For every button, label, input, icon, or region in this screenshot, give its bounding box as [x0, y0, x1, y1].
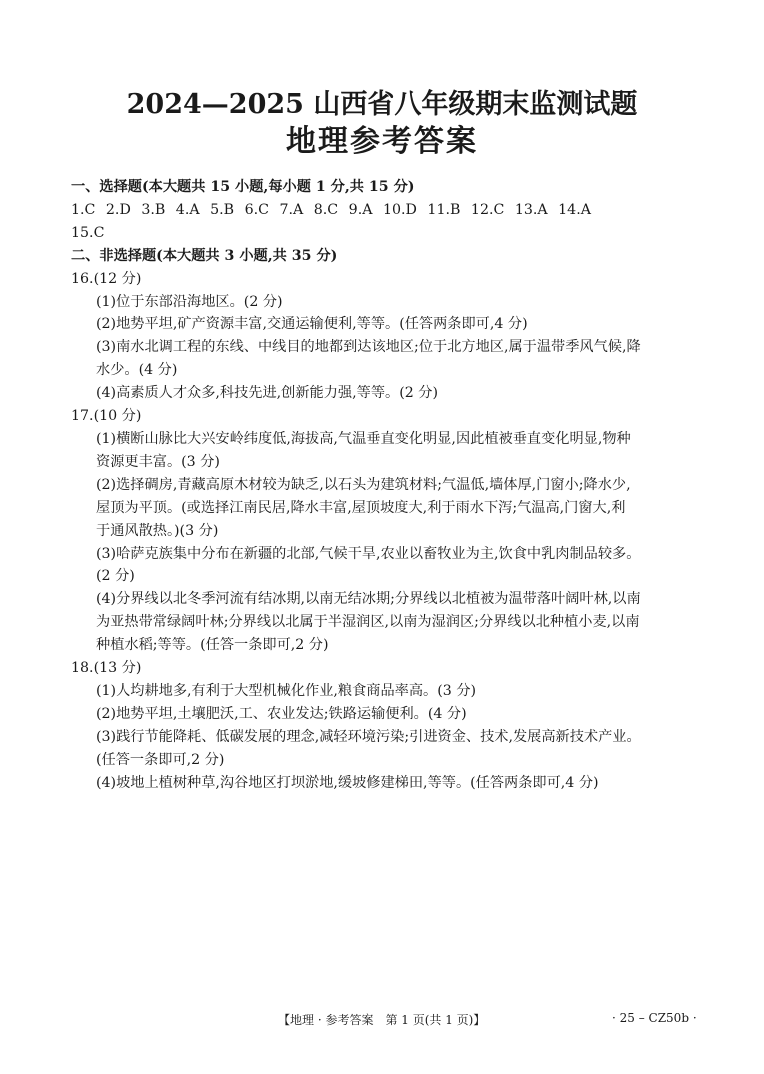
q16-answer-line: (4)高素质人才众多,科技先进,创新能力强,等等。(2 分) — [96, 385, 438, 402]
mcq-answers-row1 — [71, 199, 711, 222]
q18-answer-line: (2)地势平坦,土壤肥沃,工、农业发达;铁路运输便利。(4 分) — [96, 705, 467, 722]
mcq-answers-row2 — [71, 222, 711, 245]
q18-answer-line: (任答一条即可,2 分) — [96, 751, 225, 768]
section1-heading: 一、选择题(本大题共 15 小题,每小题 1 分,共 15 分) — [71, 179, 415, 195]
q17-answer-line: (2)选择碉房,青藏高原木材较为缺乏,以石头为建筑材料;气温低,墙体厚,门窗小;降水少, — [96, 476, 631, 493]
mcq-answer: 11.B — [427, 201, 461, 218]
answer-key-subtitle: 地理参考答案 — [286, 124, 478, 159]
q17-answer-line: 资源更丰富。(3 分) — [96, 453, 220, 470]
q17-title: 17.(10 分) — [71, 408, 142, 425]
q18-title: 18.(13 分) — [71, 660, 142, 677]
mcq-answer: 6.C — [244, 201, 269, 218]
q16-answer-line: (1)位于东部沿海地区。(2 分) — [96, 293, 283, 310]
mcq-answer: 1.C — [71, 201, 96, 218]
footer-code: · 25 – CZ50b · — [612, 1011, 697, 1025]
q18-answer-line: (4)坡地上植树种草,沟谷地区打坝淤地,缓坡修建梯田,等等。(任答两条即可,4 分) — [96, 774, 599, 791]
q17-answer-line: 于通风散热。)(3 分) — [96, 522, 219, 539]
q17-answer-line: (4)分界线以北冬季河流有结冰期,以南无结冰期;分界线以北植被为温带落叶阔叶林,以南 — [96, 591, 641, 608]
q16-answer-line: (3)南水北调工程的东线、中线目的地都到达该地区;位于北方地区,属于温带季风气候,降 — [96, 339, 641, 356]
q18-answer-line: (1)人均耕地多,有利于大型机械化作业,粮食商品率高。(3 分) — [96, 682, 477, 699]
mcq-answer: 7.A — [279, 201, 304, 218]
mcq-answer: 14.A — [558, 201, 591, 218]
q18-answer-line: (3)践行节能降耗、低碳发展的理念,减轻环境污染;引进资金、技术,发展高新技术产业。 — [96, 728, 641, 745]
q16-answer-line: (2)地势平坦,矿产资源丰富,交通运输便利,等等。(任答两条即可,4 分) — [96, 316, 528, 333]
mcq-answer: 12.C — [470, 201, 505, 218]
mcq-answer: 9.A — [348, 201, 373, 218]
q16-answer-line: 水少。(4 分) — [96, 362, 178, 379]
mcq-answer: 13.A — [514, 201, 548, 218]
mcq-answer: 15.C — [71, 224, 105, 241]
q17-answer-line: 为亚热带常绿阔叶林;分界线以北属于半湿润区,以南为湿润区;分界线以北种植小麦,以南 — [96, 614, 640, 631]
section2-heading: 二、非选择题(本大题共 3 小题,共 35 分) — [71, 247, 338, 264]
q17-answer-line: (3)哈萨克族集中分布在新疆的北部,气候干旱,农业以畜牧业为主,饮食中乳肉制品较多。 — [96, 545, 641, 562]
mcq-answer: 8.C — [313, 201, 339, 218]
exam-title: 2024—2025 山西省八年级期末监测试题 — [126, 89, 638, 120]
mcq-answer: 4.A — [175, 201, 200, 218]
mcq-answer: 2.D — [105, 201, 131, 218]
q17-answer-line: (2 分) — [96, 568, 135, 585]
q17-answer-line: 屋顶为平顶。(或选择江南民居,降水丰富,屋顶坡度大,利于雨水下泻;气温高,门窗大,利 — [96, 499, 626, 516]
q16-title: 16.(12 分) — [71, 270, 142, 287]
answer-body — [71, 176, 711, 794]
q17-answer-line: 种植水稻;等等。(任答一条即可,2 分) — [96, 637, 329, 654]
q17-answer-line: (1)横断山脉比大兴安岭纬度低,海拔高,气温垂直变化明显,因此植被垂直变化明显,物种 — [96, 430, 631, 447]
mcq-answer: 5.B — [210, 201, 235, 218]
footer-page-info: 【地理 · 参考答案 第 1 页(共 1 页)】 — [278, 1013, 486, 1027]
mcq-answer: 10.D — [382, 201, 417, 218]
mcq-answer: 3.B — [141, 201, 166, 218]
